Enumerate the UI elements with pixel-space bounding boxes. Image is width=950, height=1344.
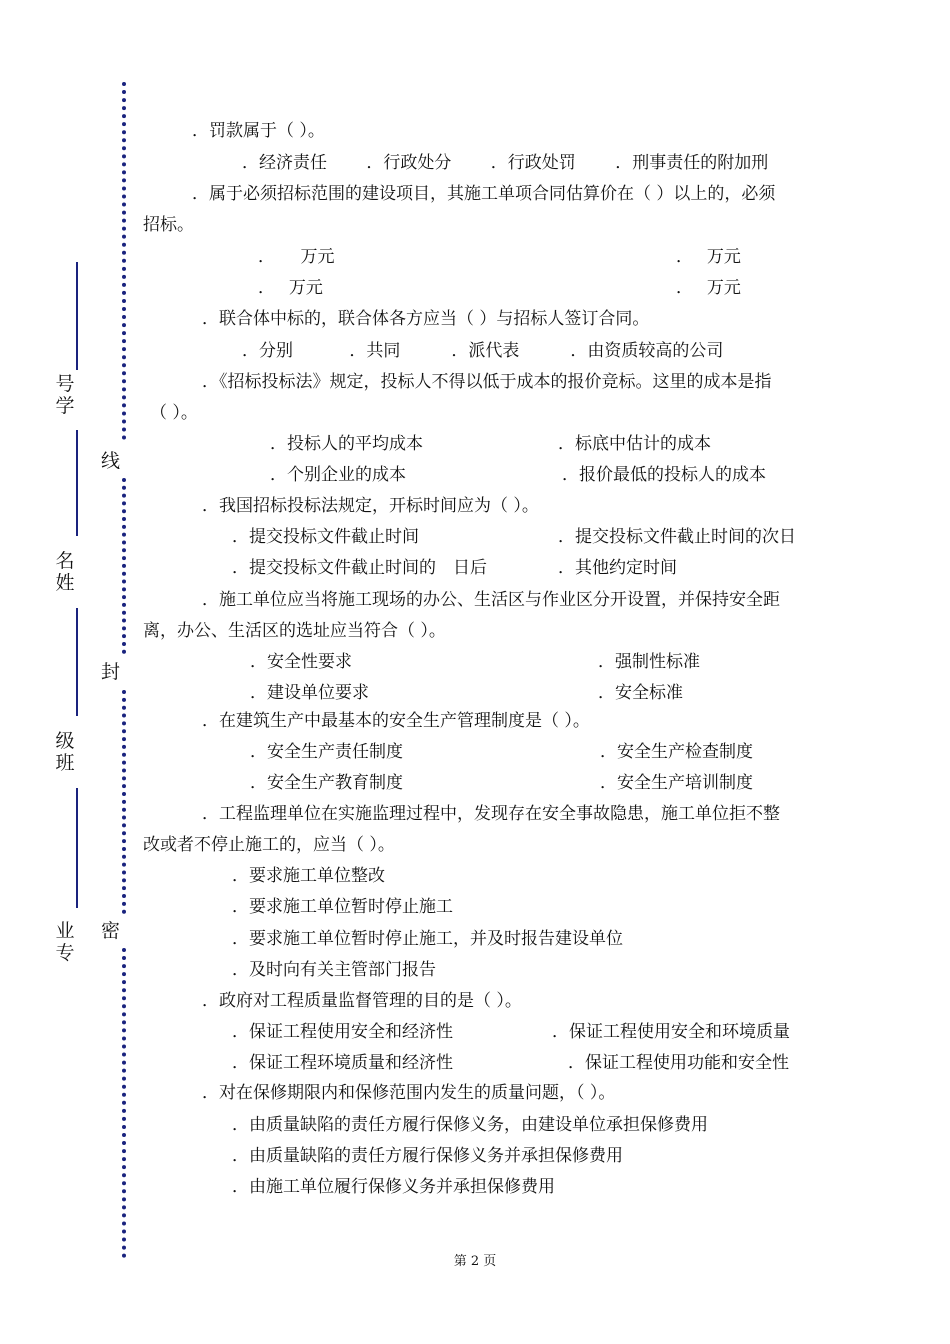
option-b: ．由质量缺陷的责任方履行保修义务并承担保修费用 <box>232 1146 623 1166</box>
student-number-label: 号 学 <box>55 373 75 417</box>
question-text: ．施工单位应当将施工现场的办公、生活区与作业区分开设置，并保持安全距 <box>202 590 780 610</box>
question-text: 离，办公、生活区的选址应当符合（ ）。 <box>143 621 446 641</box>
cut-line <box>122 948 126 1258</box>
option-b: ．标底中估计的成本 <box>558 434 711 454</box>
option-c: ． 万元 <box>258 278 323 298</box>
option-d: ．保证工程使用功能和安全性 <box>568 1053 789 1073</box>
question-text: ．政府对工程质量监督管理的目的是（ ）。 <box>202 991 522 1011</box>
option-c: ．要求施工单位暂时停止施工，并及时报告建设单位 <box>232 929 623 949</box>
option-c: ．个别企业的成本 <box>270 465 406 485</box>
option-c: ．提交投标文件截止时间的 日后 <box>232 558 487 578</box>
question-text: （ ）。 <box>150 403 198 423</box>
cut-mark-seal: 封 <box>101 661 121 683</box>
cut-mark-secret: 密 <box>101 920 121 942</box>
cut-line <box>122 690 126 914</box>
question-text: ．对在保修期限内和保修范围内发生的质量问题，（ ）。 <box>202 1083 616 1103</box>
cut-line <box>122 82 126 440</box>
option-b: ．要求施工单位暂时停止施工 <box>232 897 453 917</box>
option-a: ．提交投标文件截止时间 <box>232 527 419 547</box>
option-c: ．保证工程环境质量和经济性 <box>232 1053 453 1073</box>
question-text: ．工程监理单位在实施监理过程中，发现存在安全事故隐患，施工单位拒不整 <box>202 804 780 824</box>
binding-line <box>76 608 78 716</box>
student-name-label: 名 姓 <box>55 550 75 594</box>
option-a: ．要求施工单位整改 <box>232 866 385 886</box>
option-b: ．提交投标文件截止时间的次日 <box>558 527 796 547</box>
question-text: ．罚款属于（ ）。 <box>192 121 325 141</box>
cut-line <box>122 478 126 654</box>
option-d: ．其他约定时间 <box>558 558 677 578</box>
question-text: ．在建筑生产中最基本的安全生产管理制度是（ ）。 <box>202 711 590 731</box>
option-b: ．安全生产检查制度 <box>600 742 753 762</box>
question-text: ．属于必须招标范围的建设项目，其施工单项合同估算价在（ ）以上的，必须 <box>192 184 776 204</box>
binding-line <box>76 262 78 370</box>
option-c: ．由施工单位履行保修义务并承担保修费用 <box>232 1177 555 1197</box>
option-b: ．强制性标准 <box>598 652 700 672</box>
option-d: ．及时向有关主管部门报告 <box>232 960 436 980</box>
option-b: ． 万元 <box>676 247 741 267</box>
option-c: ．建设单位要求 <box>250 683 369 703</box>
option-a: ．投标人的平均成本 <box>270 434 423 454</box>
question-text: 招标。 <box>143 215 194 235</box>
question-text: ．《招标投标法》规定，投标人不得以低于成本的报价竞标。这里的成本是指 <box>202 372 772 392</box>
option-a: ． 万元 <box>258 247 335 267</box>
option-d: ． 万元 <box>676 278 741 298</box>
class-label: 级 班 <box>55 730 75 774</box>
option-d: ．安全标准 <box>598 683 683 703</box>
option-d: ．报价最低的投标人的成本 <box>562 465 766 485</box>
cut-mark-line: 线 <box>101 450 121 472</box>
option-a: ．保证工程使用安全和经济性 <box>232 1022 453 1042</box>
option-row: ．分别 ．共同 ．派代表 ．由资质较高的公司 <box>242 341 724 361</box>
option-a: ．安全生产责任制度 <box>250 742 403 762</box>
binding-line <box>76 788 78 908</box>
page-number: 第 2 页 <box>453 1254 497 1269</box>
option-b: ．保证工程使用安全和环境质量 <box>552 1022 790 1042</box>
question-text: ．联合体中标的，联合体各方应当（ ）与招标人签订合同。 <box>202 309 650 329</box>
binding-line <box>76 430 78 536</box>
option-a: ．由质量缺陷的责任方履行保修义务，由建设单位承担保修费用 <box>232 1115 708 1135</box>
question-text: ．我国招标投标法规定，开标时间应为（ ）。 <box>202 496 539 516</box>
option-c: ．安全生产教育制度 <box>250 773 403 793</box>
option-a: ．安全性要求 <box>250 652 352 672</box>
option-d: ．安全生产培训制度 <box>600 773 753 793</box>
question-text: 改或者不停止施工的，应当（ ）。 <box>143 835 395 855</box>
major-label: 业 专 <box>55 920 75 964</box>
option-row: ．经济责任 ．行政处分 ．行政处罚 ．刑事责任的附加刑 <box>242 153 769 173</box>
